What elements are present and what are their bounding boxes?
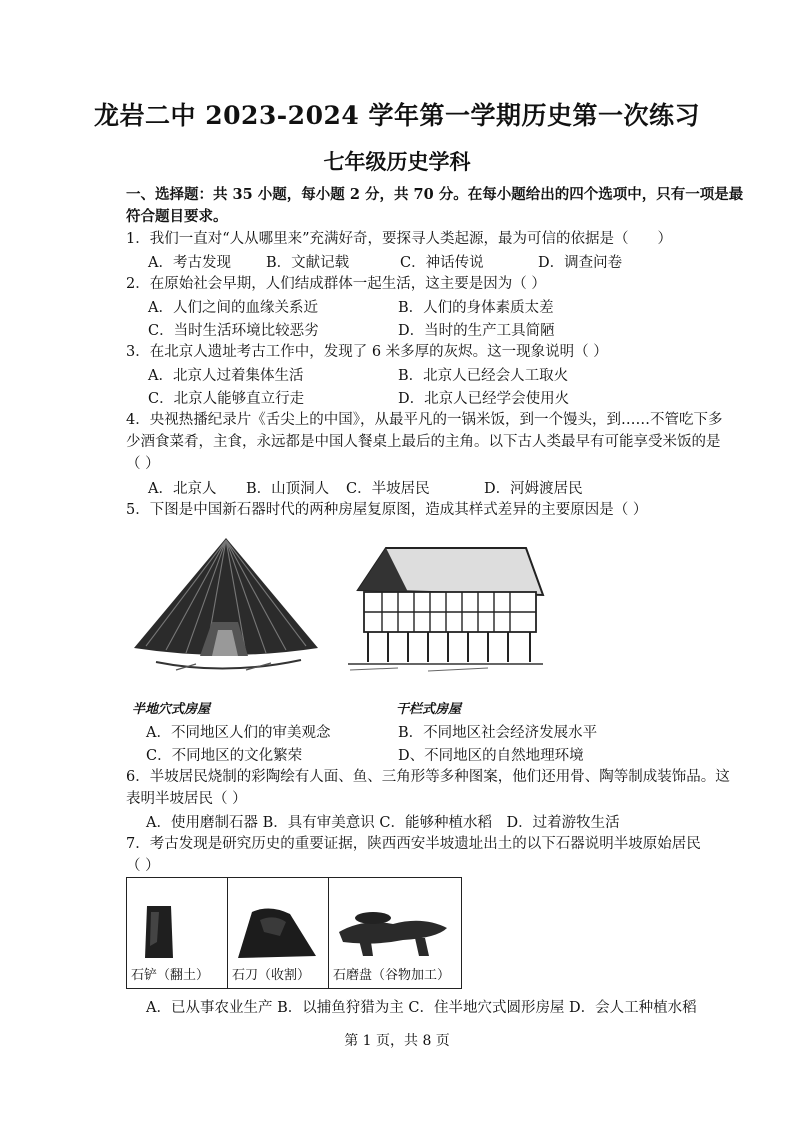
stone-tool-cell [127, 878, 228, 989]
page-subtitle: 七年级历史学科 [323, 149, 471, 174]
caption-stilt-house: 干栏式房屋 [396, 702, 462, 717]
stone-knife-label: 石刀（收割） [232, 968, 311, 983]
question-7-stem-line2: （ ） [126, 858, 160, 874]
question-4-stem-line1: 4．央视热播纪录片《舌尖上的中国》，从最平凡的一锅米饭，到一个馒头，到……不管吃下多 [126, 412, 723, 428]
q3-option-b: B．北京人已经会人工取火 [398, 368, 569, 384]
q5-option-b: B．不同地区社会经济发展水平 [398, 725, 598, 741]
q5-option-d: D、不同地区的自然地理环境 [398, 748, 584, 764]
q1-option-b: B．文献记载 [266, 255, 350, 271]
q7-options: A．已从事农业生产 B．以捕鱼狩猎为主 C．住半地穴式圆形房屋 D．会人工种植水稻 [146, 1000, 697, 1016]
page-footer: 第 1 页，共 8 页 [344, 1033, 450, 1049]
q3-option-a: A．北京人过着集体生活 [148, 368, 304, 384]
question-6-stem-line1: 6．半坡居民烧制的彩陶绘有人面、鱼、三角形等多种图案，他们还用骨、陶等制成装饰品。这 [126, 769, 730, 785]
q4-option-c: C．半坡居民 [346, 481, 430, 497]
q1-option-d: D．调查问卷 [538, 255, 623, 271]
question-7-stem-line1: 7．考古发现是研究历史的重要证据，陕西西安半坡遗址出土的以下石器说明半坡原始居民 [126, 836, 701, 852]
q5-option-a: A．不同地区人们的审美观念 [146, 725, 331, 741]
question-3-stem: 3．在北京人遗址考古工作中，发现了 6 米多厚的灰烬。这一现象说明（ ） [126, 344, 608, 360]
section-instructions-line2: 符合题目要求。 [126, 208, 228, 225]
question-6-stem-line2: 表明半坡居民（ ） [126, 791, 247, 807]
question-4-stem-line2: 少酒食菜肴，主食，永远都是中国人餐桌上最后的主角。以下古人类最早有可能享受米饭的是 [126, 434, 721, 450]
page-title: 龙岩二中 2023-2024 学年第一学期历史第一次练习 [94, 101, 700, 130]
section-instructions-line1: 一、选择题：共 35 小题，每小题 2 分，共 70 分。在每小题给出的四个选项中，只有一项是最 [126, 186, 744, 203]
stone-spade-label: 石铲（翻土） [131, 968, 210, 983]
q2-option-d: D．当时的生产工具简陋 [398, 323, 555, 339]
question-2-stem: 2．在原始社会早期，人们结成群体一起生活，这主要是因为（ ） [126, 276, 546, 292]
q3-option-c: C．北京人能够直立行走 [148, 391, 305, 407]
q6-options: A．使用磨制石器 B．具有审美意识 C．能够种植水稻 D．过着游牧生活 [146, 815, 620, 831]
q4-option-a: A．北京人 [148, 481, 217, 497]
stone-spade-image [133, 902, 193, 962]
q1-option-a: A．考古发现 [148, 255, 231, 271]
caption-semi-subterranean-house: 半地穴式房屋 [132, 702, 211, 717]
q3-option-d: D．北京人已经学会使用火 [398, 391, 570, 407]
stilt-house-image [338, 540, 548, 675]
grinding-slab-image [333, 902, 453, 962]
q2-option-a: A．人们之间的血缘关系近 [148, 300, 318, 316]
question-4-stem-line3: （ ） [126, 456, 160, 472]
question-1-stem: 1．我们一直对“人从哪里来”充满好奇，要探寻人类起源，最为可信的依据是（ ） [126, 231, 673, 247]
q1-option-c: C．神话传说 [400, 255, 484, 271]
stone-tool-cell [329, 878, 462, 989]
grinding-slab-label: 石磨盘（谷物加工） [333, 968, 451, 983]
stone-tool-cell [228, 878, 329, 989]
q2-option-c: C．当时生活环境比较恶劣 [148, 323, 319, 339]
q5-option-c: C．不同地区的文化繁荣 [146, 748, 303, 764]
question-5-stem: 5．下图是中国新石器时代的两种房屋复原图，造成其样式差异的主要原因是（ ） [126, 502, 648, 518]
q4-option-b: B．山顶洞人 [246, 481, 330, 497]
q4-option-d: D．河姆渡居民 [484, 481, 583, 497]
stone-knife-image [230, 902, 320, 962]
semi-subterranean-house-image [126, 530, 326, 690]
q2-option-b: B．人们的身体素质太差 [398, 300, 554, 316]
stone-tools-table [126, 877, 462, 989]
